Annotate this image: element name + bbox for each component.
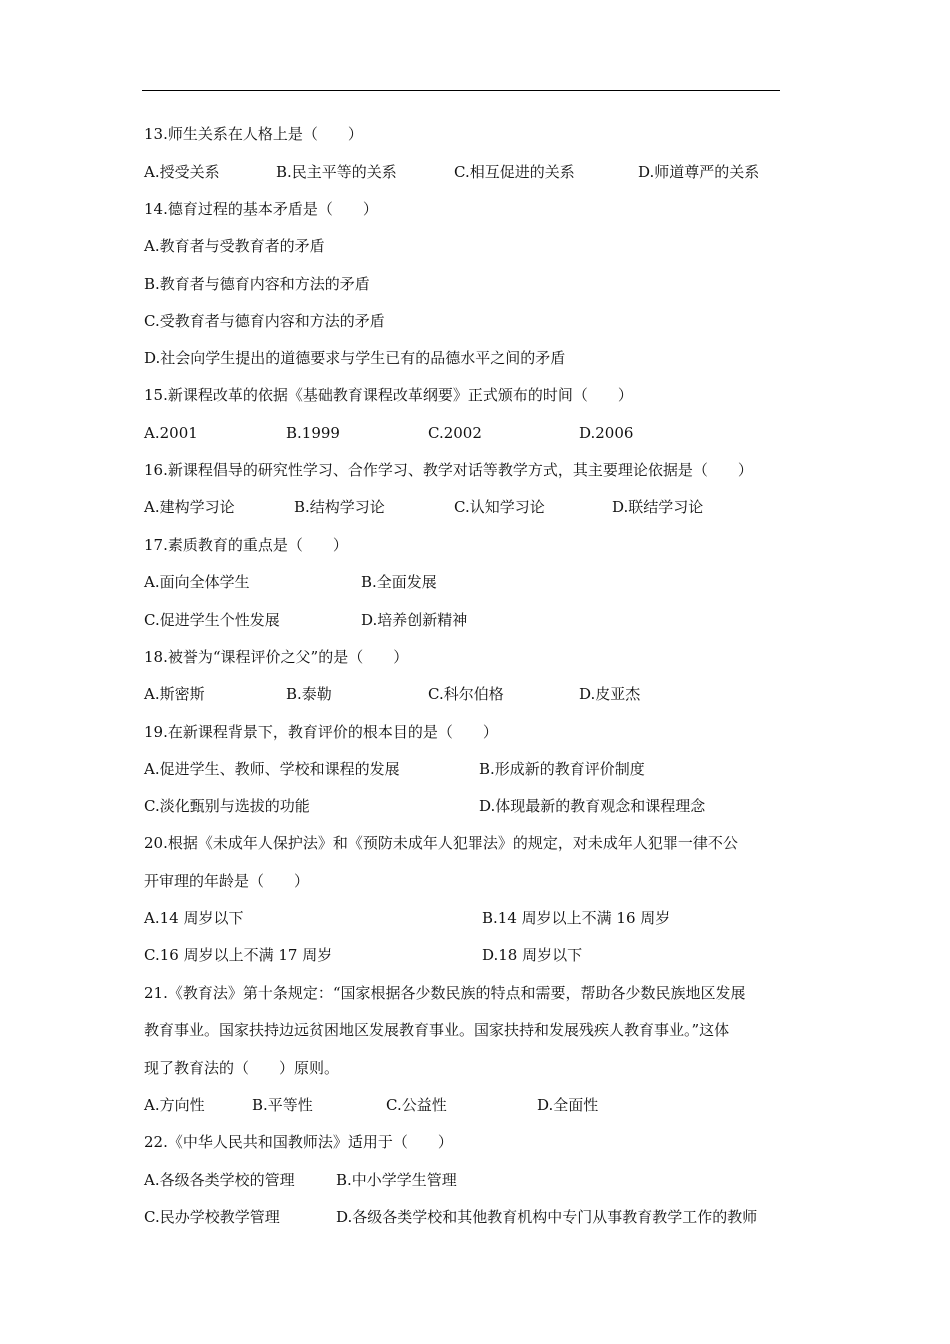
question-20-option-a: A.14 周岁以下 xyxy=(144,909,244,927)
question-16-option-c: C.认知学习论 xyxy=(454,498,545,516)
question-21-stem-line-3: 现了教育法的（ ）原则。 xyxy=(144,1059,340,1077)
question-22-option-c: C.民办学校教学管理 xyxy=(144,1208,280,1226)
question-21-option-a: A.方向性 xyxy=(144,1096,205,1114)
question-14-option-d: D.社会向学生提出的道德要求与学生已有的品德水平之间的矛盾 xyxy=(144,349,566,367)
question-13-stem: 13.师生关系在人格上是（ ） xyxy=(144,125,363,143)
question-19-option-b: B.形成新的教育评价制度 xyxy=(479,760,645,778)
question-13-option-a: A.授受关系 xyxy=(144,163,220,181)
question-14-option-b: B.教育者与德育内容和方法的矛盾 xyxy=(144,275,370,293)
question-17-option-d: D.培养创新精神 xyxy=(361,611,468,629)
question-14-stem: 14.德育过程的基本矛盾是（ ） xyxy=(144,200,378,218)
question-14-option-a: A.教育者与受教育者的矛盾 xyxy=(144,237,325,255)
question-16-option-b: B.结构学习论 xyxy=(294,498,385,516)
question-15-stem: 15.新课程改革的依据《基础教育课程改革纲要》正式颁布的时间（ ） xyxy=(144,386,633,404)
question-19-stem: 19.在新课程背景下，教育评价的根本目的是（ ） xyxy=(144,723,498,741)
question-20-option-b: B.14 周岁以上不满 16 周岁 xyxy=(482,909,671,927)
question-17-option-a: A.面向全体学生 xyxy=(144,573,250,591)
question-17-option-b: B.全面发展 xyxy=(361,573,437,591)
question-13-option-d: D.师道尊严的关系 xyxy=(638,163,760,181)
question-15-option-c: C.2002 xyxy=(428,424,482,442)
question-21-option-c: C.公益性 xyxy=(386,1096,447,1114)
question-22-stem: 22.《中华人民共和国教师法》适用于（ ） xyxy=(144,1133,453,1151)
question-18-stem: 18.被誉为“课程评价之父”的是（ ） xyxy=(144,648,409,666)
question-20-option-d: D.18 周岁以下 xyxy=(482,946,583,964)
question-22-option-b: B.中小学学生管理 xyxy=(336,1171,457,1189)
question-20-option-c: C.16 周岁以上不满 17 周岁 xyxy=(144,946,333,964)
question-16-option-a: A.建构学习论 xyxy=(144,498,235,516)
question-22-option-d: D.各级各类学校和其他教育机构中专门从事教育教学工作的教师 xyxy=(336,1208,758,1226)
question-21-option-d: D.全面性 xyxy=(537,1096,599,1114)
question-14-option-c: C.受教育者与德育内容和方法的矛盾 xyxy=(144,312,385,330)
question-18-option-a: A.斯密斯 xyxy=(144,685,205,703)
question-15-option-b: B.1999 xyxy=(286,424,340,442)
question-21-stem-line-1: 21.《教育法》第十条规定：“国家根据各少数民族的特点和需要，帮助各少数民族地区发展 xyxy=(144,984,746,1002)
question-18-option-d: D.皮亚杰 xyxy=(579,685,641,703)
question-20-stem-line-1: 20.根据《未成年人保护法》和《预防未成年人犯罪法》的规定，对未成年人犯罪一律不公 xyxy=(144,834,738,852)
question-22-option-a: A.各级各类学校的管理 xyxy=(144,1171,295,1189)
question-15-option-a: A.2001 xyxy=(144,424,198,442)
question-16-option-d: D.联结学习论 xyxy=(612,498,704,516)
question-19-option-d: D.体现最新的教育观念和课程理念 xyxy=(479,797,706,815)
question-21-stem-line-2: 教育事业。国家扶持边远贫困地区发展教育事业。国家扶持和发展残疾人教育事业。”这体 xyxy=(144,1021,730,1039)
question-13-option-c: C.相互促进的关系 xyxy=(454,163,575,181)
question-20-stem-line-2: 开审理的年龄是（ ） xyxy=(144,872,310,890)
question-15-option-d: D.2006 xyxy=(579,424,634,442)
question-17-option-c: C.促进学生个性发展 xyxy=(144,611,280,629)
question-13-option-b: B.民主平等的关系 xyxy=(276,163,397,181)
question-16-stem: 16.新课程倡导的研究性学习、合作学习、教学对话等教学方式，其主要理论依据是（ ） xyxy=(144,461,753,479)
header-rule xyxy=(142,90,780,91)
question-21-option-b: B.平等性 xyxy=(252,1096,313,1114)
question-19-option-c: C.淡化甄别与选拔的功能 xyxy=(144,797,310,815)
question-19-option-a: A.促进学生、教师、学校和课程的发展 xyxy=(144,760,400,778)
question-17-stem: 17.素质教育的重点是（ ） xyxy=(144,536,348,554)
question-18-option-c: C.科尔伯格 xyxy=(428,685,504,703)
question-18-option-b: B.泰勒 xyxy=(286,685,332,703)
